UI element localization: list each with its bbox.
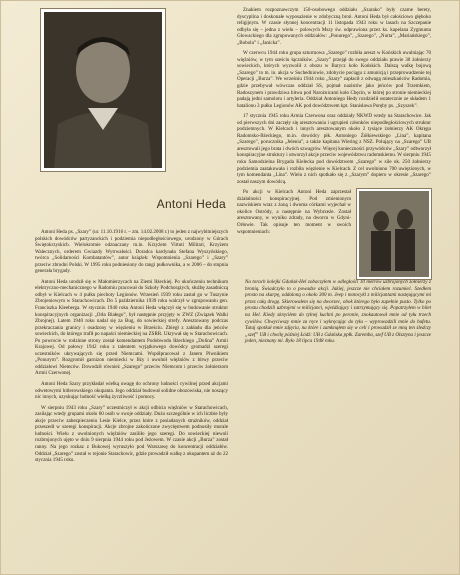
bio-paragraph-7: 17 stycznia 1945 roku Armia Czerwona oraz oddziały NKWD wtedy na Starachowice. Jak od pierwszych dni zaczęły się aresztowania i ugrupień członków niepodległościowych struktur podziemnych. W Kielcach i innych aresztowanym około 2 tysiące żołnierzy AK Okręgu Radomsko-Iłżeckiego, m.in. dowódcy płk. Antoniego Żółkiewskiego „Lina”, kapitana „Szarego”, porucznika „Jelenia”, a także kapitana Wiering z NSZ. Polujący na „Szarego” UB aresztowali jego brata i dwóch szwagrów. Więcej konieczności przywódców „Szary” odtworzył konspiracyjne struktury i utworzył akcje przeciw województwu radomskiemu. W sierpniu 1945 roku Samodzielna Brygada Kielecka pod dowództwem „Szarego” w sile ok. 250 żołnierzy podziemia zaatakowała i rozbiła więzienie w Kielcach. Z cel uwolniono 700 uwięzionych, w tym komendanta „Lina”. Wielu z nich spotkało się z „Szarym” dopiero w okresie „Szarego” został naszym dowódcą. — [237, 113, 431, 185]
bio-paragraph-5: Znakiem rozpoznawczym 150-osobowego oddziału „Szarako” były czarne berety, dyscyplina i doskonałe wyposażenie w zdobyczną broń. Antoni Heda był całościowo głęboko religijnym. W czasie słynnej koncentracji 11 listopada 1943 roku w lasach na Szczepanie odbyła się – jedna z wielu – polowych Mszy św. odprawiona przez ks. kapelana Zygmunta Głowackiego dla zgrupowanych oddziałów: „Ponurego”, „Szarego”, „Nurta”, „Mariańskiego”, „Bobola” i „Janicka”. — [237, 7, 431, 46]
memoir-quote: Na torach kolejki Gdańsk-Hel zobaczyłem w odległości 10 metrów uzbrojonych żołnierzy z bronią. Świadczyło to o powadze akcji. Jakiej, jeszcze nie chciałem rozumieć. Szedłem prosto na skarpę, oddaloną o około 300 m. Jeep i motocykl z milicjantami nastęującymi mi przez całą drogę. Skierowałem się na dworzec, obok którego było zupełnie pusto. Tylko po prostu chodzili uzbrojeni w milicjanci, wjeżdżający i zatrzymujący się. Popatrzyłem w bilet na Hel. Kiedy skręciłem do tylnej kuchni po peronie, znokautował mnie od tyłu trzech cywilów. Chwyciwszy mnie za ręce i wykręcając do tyłu – wyprowadzili mnie do bufetu. Tutaj spotkał mnie zdjęcia, na które i zamknąłem się w celi i prowadził ze mną ten śledczy „szef” UB i chwilę później Łódź: UB z Gdańska ppłk. Zaremba, szef UB z Olsztyna i jeszcze jeden, nieznany mi. Było 18 lipca 1948 roku. — [245, 279, 431, 345]
portrait-area — [35, 7, 228, 225]
bio-paragraph-4: W sierpniu 1943 roku „Szary” uczestniczył w akcji odbicia więźniów w Starachowicach, zasilając wtedy grupami około 60 osób w swoje oddziały. Dużo szczególnie w ich liczbie były akcje przeciw zabezpieczeniu Lesie Kielce, przez które z posiadanych strażników, oddział przeszedł w szeregi konspiracji. Akcje zbrojne zakończone zwycięstwem podnosiły morale ludności. Wielu z uwolnionych więźniów zasiliło jego szeregi. Do sowieckiej niewoli rozbrojonych ujęto w dniu 9 sierpnia 1944 roku pod Jeżowem. W czasie akcji „Burza” został ranny. Na jego rozkaz z Bukowej wyruszyło pod Warszawę do koncentracji oddziałów. Oddział „Szarego” został w rejonie Starachowic, gdzie prowadził walkę z okupantem aż do 22 stycznia 1945 roku. — [35, 404, 228, 464]
bio-paragraph-3: Antoni Heda Szary przykładał wielką uwagę do ochrony ludności cywilnej przed akcjami odwetowymi hitlerowskiego okupanta. Jego oddział budował solidne obozowiska, nie noszący nic innych, uzyskując ludność wielką życzliwość i pomocy. — [35, 381, 228, 401]
bio-paragraph-1: Antoni Heda ps. „Szary” (ur. 11.10.1916 r. – zm. 14.02.2008 r.) to jeden z najwybitniejszych polskich dowódców partyzanckich i podziemia niepodległościowego, urodzony w Górach Świętokrzyskich. Wielokrotnie odznaczany m.in. Krzyżem Virtuti Militari, Krzyżem Walecznych, orderem Gwiazdy Wytrwałości. Doradca kardynała Stefana Wyszyńskiego, twórca „Solidarności Kombatantów”, autor książek: Wspomnienia „Szarego” i „Szary” przeciw zbrodni Polski. W 1995 roku podniesiony do rangi pułkownika, a w 2006 – do stopnia generała brygady. — [35, 229, 228, 275]
left-column — [35, 7, 228, 468]
bio-paragraph-6: W czerwcu 1944 roku grupa szturmowa „Szarego” rozbiła areszt w Końskich uwalniając 70 więźniów, w tym sześciu łączników. „Szary” przejął do swego oddziału prawie 30 żołnierzy sowieckich, których wyzwolił z obozu w Barycz koło Końskich. Dalszą walkę bojową „Szarego” to m. in. akcja w Suchedniowie, zdobycie pociągu z amunicją i przeprowadzenie tej Operacji „Burza”. We wrześniu 1944 roku „Szary” zapłacił z odwagą mieszkańców Radomia, gdzie przebywał wówczas oddział SS, pojmał nazistów jako jeńców pod Trzemkiem, Radoszynem i prawdziwa bitwa pod Narożnicami koło Chęcin, w której po stronie niemieckiej padają jedni samolotu i artyleria. Oddział Antoniego Hedy rozdzielił ostatecznie ze składem 1 batalionu 3 pułku Legionów AK pod dowództwem kpt. Stanisława Poręby ps. „Szyszek”. — [237, 50, 431, 109]
name-caption: Antoni Heda — [156, 197, 226, 211]
bio-paragraph-8: Po akcji w Kielcach Antoni Heda zaprzestał działalności konspiracyjnej. Pod zmienionym nazwiskiem wraz z żoną i dwoma córkami wyjechał w okolice Ostródy, a następnie na Wybrzeże. Został aresztowany, w wyniku zdrady, na dworcu w Gdyni-Orłowie. Tak opisuje ten moment w swoich wspomnieniach: — [237, 189, 351, 235]
bio-paragraph-2: Antoni Heda urodził się w Małomierzycach na Ziemi Iłżeckiej. Po ukończeniu technikum elektryczno-mechanicznego w Radomiu pracował do Szkoły Podchorążych, służbę zasadniczą odbył w Kielcach w 4 pułku piechoty Legionów. Wrzesień 1939 roku zastał go w Tuszynie Zbrojeniowym w Starachowicach. Do 5 października 1939 roku walczył w zgrupowaniu gen. Franciszka Kleeberga. W styczniu 1940 roku Antoni Heda włączył się w budowanie struktur konspiracyjnych organizacji „Orła Białego”, był następnie przyjęty w ZWZ (Związek Walki Zbrojnej). Latem 1940 roku nadal się za Bug, do sowieckiej strefy. Aresztowany podczas przekraczania granicy i osadzony w więzieniu w Brześciu. Zbiegł z zakładu dla jeńców sowieckich, do którego trafił po napaści niemieckiej na ZSRR. Ukrywał się w Starachowicach. Po powrocie w rodzinne strony został komendantem Podobwodu Iłżeckiego „Dolina” Armii Krajowej. Od połowy 1942 roku z talentem wyjątkowego dowódcy gromadzi szeregi uczestników ukrywających się przed Niemcami. Współpracował z Janem Piwnikiem „Ponurym”. Rozgromił garnizon niemiecki w Iłży i uwolnił więźniów z bitwy przeciw oddziałowi Niemców. Dowodził również „Szarego” przeciw Niemcom i przeciw żołnierzom Armii Czerwonej. — [35, 278, 228, 377]
portrait-photo — [41, 9, 165, 171]
right-column — [237, 7, 431, 349]
group-photo — [357, 189, 431, 279]
inset-row — [237, 189, 431, 279]
